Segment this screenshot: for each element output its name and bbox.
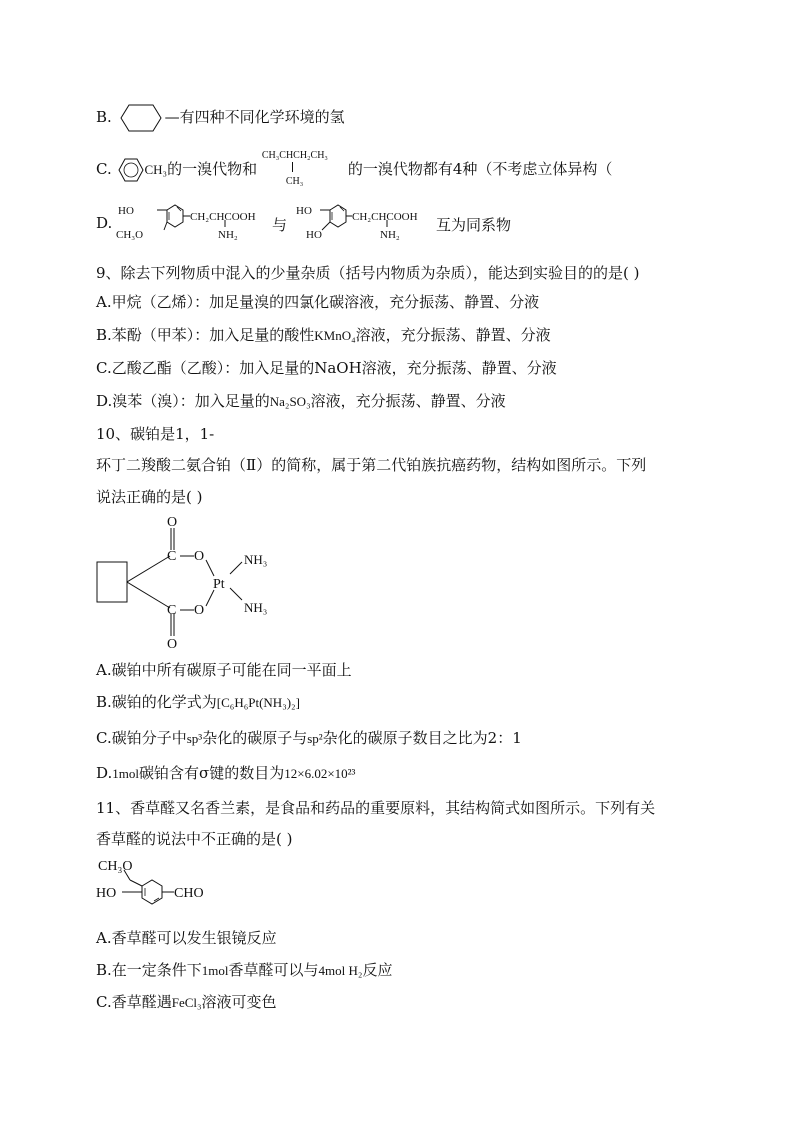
branched-alkane-structure (262, 152, 348, 188)
option-text-mid: 碳铂含有σ键的数目为 (139, 764, 285, 782)
option-text: —有四种不同化学环境的氢 (164, 108, 345, 126)
platinum-atom: Pt (213, 577, 225, 592)
amino-label: NH₂ (218, 229, 238, 241)
bond-count-value: 12×6.02×10²³ (284, 766, 356, 781)
molecule-1-structure (114, 200, 279, 252)
q10-option-d (96, 763, 355, 784)
amount-value: 1mol (112, 766, 139, 781)
option-text-post: 溶液，充分振荡、静置、分液 (355, 326, 551, 344)
side-chain-label: CH₂CHCOOH (352, 211, 418, 223)
carbon-bottom: C (167, 603, 177, 618)
option-text-mid: 杂化的碳原子与 (202, 729, 308, 747)
option-text-pre: B.碳铂的化学式为 (96, 693, 217, 711)
methoxy-label: CH₃O (98, 859, 133, 874)
side-chain-label: CH₂CHCOOH (190, 211, 256, 223)
oxygen-link-top: O (194, 549, 205, 564)
carbon-top: C (167, 549, 177, 564)
q11-option-c (96, 992, 277, 1013)
branch-bond (292, 162, 293, 172)
reagent-formula: FeCl₃ (171, 995, 202, 1010)
benzene-ring-structure (117, 155, 145, 185)
q9-option-a: A.甲烷（乙烯）：加足量溴的四氯化碳溶液，充分振荡、静置、分液 (96, 293, 540, 311)
hydroxy-label-1: HO (296, 205, 312, 217)
methyl-group: CH₃ (144, 162, 168, 177)
carboplatin-structure (94, 514, 294, 650)
option-text-pre: D. (96, 764, 113, 782)
option-text-pre: B.在一定条件下 (96, 961, 202, 979)
option-label: D. (96, 214, 113, 232)
molecule-2-structure (292, 200, 442, 252)
option-text-post: 溶液，充分振荡、静置、分液 (310, 392, 506, 410)
q9-stem: 9、除去下列物质中混入的少量杂质（括号内物质为杂质），能达到实验目的的是( ) (96, 264, 640, 282)
oxygen-link-bottom: O (194, 603, 205, 618)
option-text-post: 反应 (362, 961, 393, 979)
ammine-ligand-2: NH₃ (244, 600, 268, 615)
reagent-formula: KMnO₄ (314, 328, 356, 343)
amount-value: 1mol (201, 963, 229, 978)
option-text-mid: 的一溴代物和 (167, 160, 258, 178)
aldehyde-label: CHO (174, 886, 204, 901)
q10-option-b (96, 692, 300, 713)
option-label: B. (96, 108, 112, 126)
amino-label: NH₂ (380, 229, 400, 241)
option-text-end: 互为同系物 (436, 216, 512, 234)
q8-option-d (96, 200, 736, 250)
sp2-hybrid: sp² (307, 731, 323, 746)
option-text-pre: D.溴苯（溴）：加入足量的 (96, 392, 270, 410)
sp3-hybrid: sp³ (186, 731, 203, 746)
option-text-pre: C.碳铂分子中 (96, 729, 187, 747)
branch-methyl: CH₃ (285, 176, 304, 187)
carbonyl-oxygen-top: O (167, 515, 178, 530)
q11-option-b (96, 960, 392, 981)
q8-option-b (96, 103, 345, 133)
q10-stem-line-1: 10、碳铂是1，1- (96, 425, 215, 443)
q10-option-c (96, 728, 522, 749)
option-text-pre: C.香草醛遇 (96, 993, 172, 1011)
cyclohexane-structure (117, 103, 165, 133)
option-text-post: 杂化的碳原子数目之比为2：1 (322, 729, 522, 747)
carbonyl-oxygen-bottom: O (167, 637, 178, 650)
q11-option-a: A.香草醛可以发生银镜反应 (96, 929, 277, 947)
option-text-post: 溶液可变色 (201, 993, 277, 1011)
ammine-ligand-1: NH₃ (244, 552, 268, 567)
chemical-formula: [C₆H₆Pt(NH₃)₂] (216, 695, 300, 710)
q11-stem-line-1: 11、香草醛又名香兰素，是食品和药品的重要原料，其结构简式如图所示。下列有关 (96, 799, 656, 817)
option-label: C. (96, 160, 112, 178)
q9-option-c: C.乙酸乙酯（乙酸）：加入足量的NaOH溶液，充分振荡、静置、分液 (96, 359, 557, 377)
hydroxy-label: HO (118, 205, 134, 217)
vanillin-structure (94, 856, 244, 916)
methoxy-label: CH₃O (116, 229, 144, 241)
q11-stem-line-2: 香草醛的说法中不正确的是( ) (96, 830, 293, 848)
option-text-mid: 香草醛可以与 (228, 961, 319, 979)
alkane-chain: CH₃CHCH₂CH₃ (261, 150, 328, 161)
option-text-pre: B.苯酚（甲苯）：加入足量的酸性 (96, 326, 315, 344)
option-text-end: 的一溴代物都有4种（不考虑立体异构（ (347, 160, 613, 178)
q9-option-b (96, 325, 551, 346)
hydroxy-label: HO (96, 886, 117, 901)
q10-stem-line-3: 说法正确的是( ) (96, 488, 203, 506)
hydroxy-label-2: HO (306, 229, 322, 241)
q10-stem-line-2: 环丁二羧酸二氨合铂（Ⅱ）的简称，属于第二代铂族抗癌药物，结构如图所示。下列 (96, 456, 647, 474)
q9-option-d (96, 391, 506, 412)
q8-option-c (96, 152, 612, 188)
reagent-formula: Na₂SO₃ (269, 394, 311, 409)
hydrogen-amount: 4mol H₂ (318, 963, 363, 978)
q10-option-a: A.碳铂中所有碳原子可能在同一平面上 (96, 661, 352, 679)
connector-word: 与 (272, 216, 288, 234)
